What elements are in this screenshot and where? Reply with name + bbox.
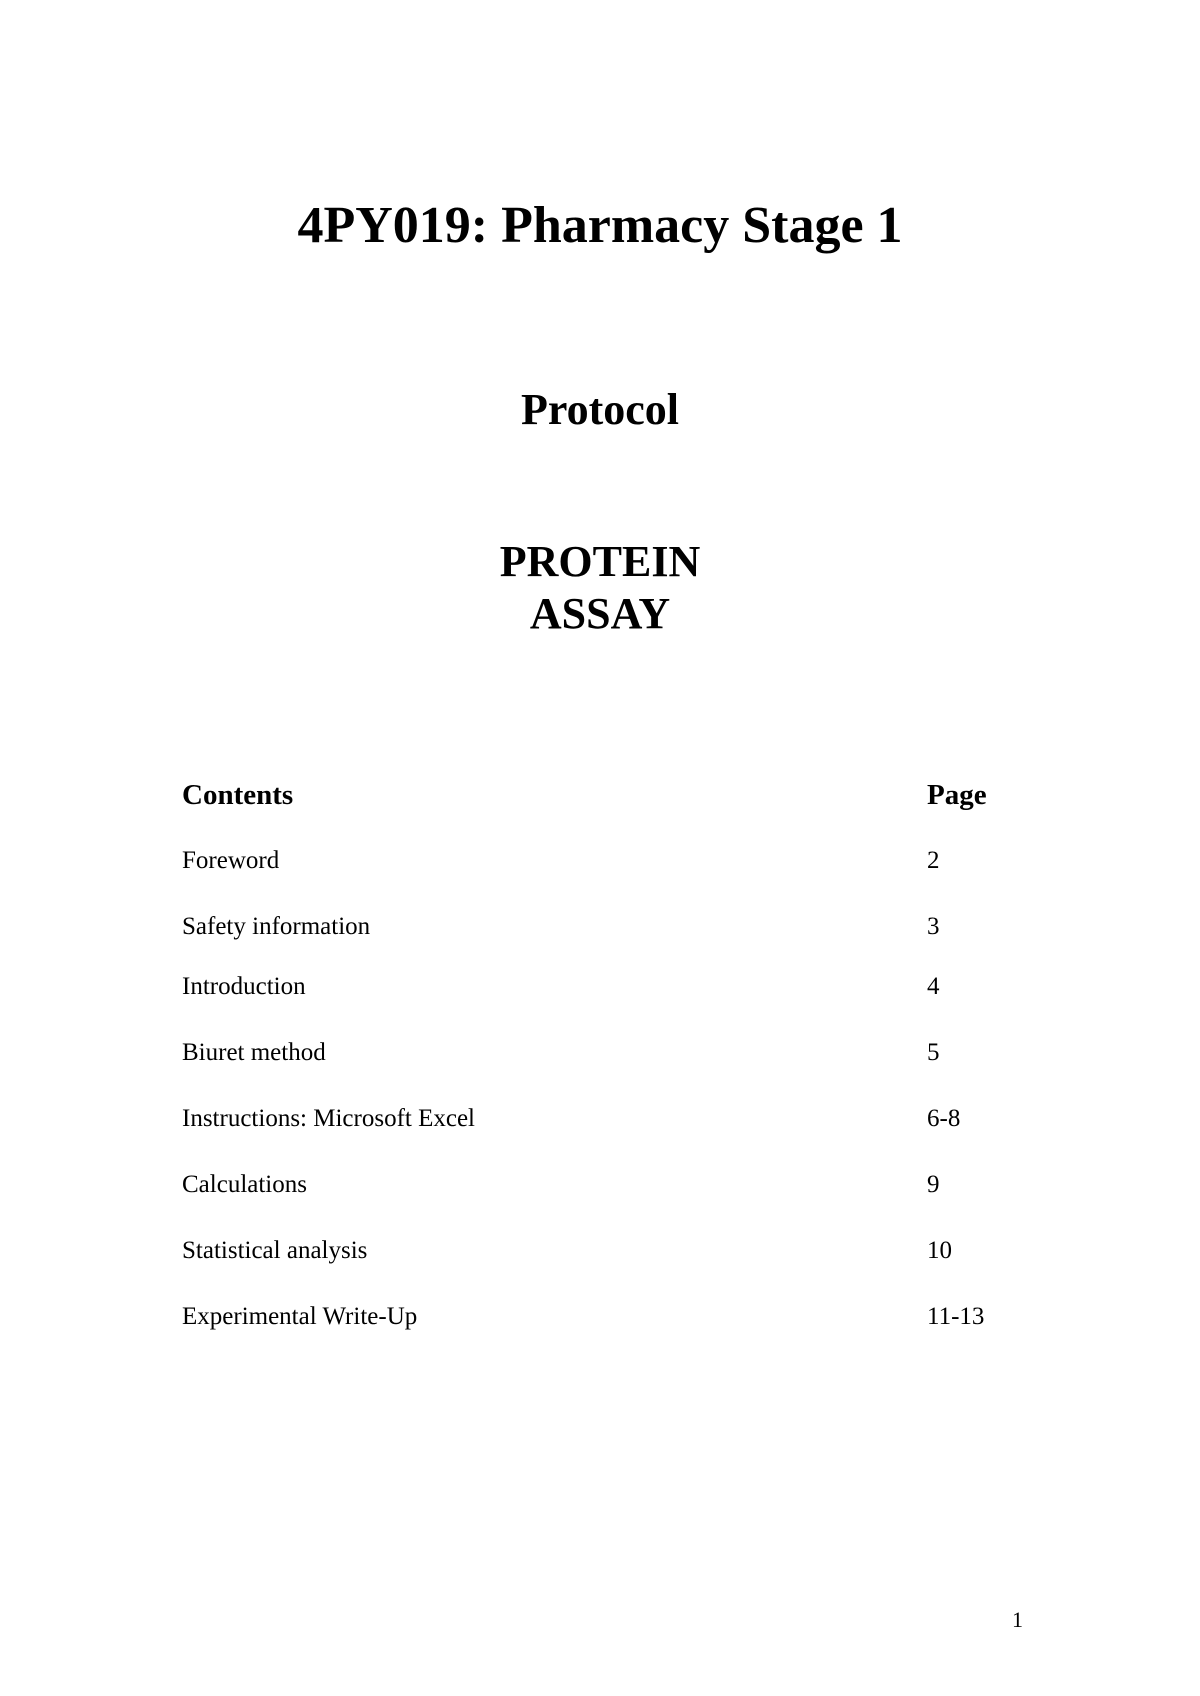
document-subtitle: Protocol xyxy=(520,385,680,434)
contents-entry-page: 9 xyxy=(927,1171,940,1198)
page-number: 1 xyxy=(1012,1607,1023,1632)
contents-entry-label: Statistical analysis xyxy=(182,1237,368,1264)
contents-entry-page: 5 xyxy=(927,1039,940,1066)
contents-entry-label: Introduction xyxy=(182,973,306,1000)
contents-entry-page: 11-13 xyxy=(927,1303,985,1330)
contents-entry-page: 2 xyxy=(927,847,940,874)
contents-entry xyxy=(182,844,1012,878)
document-heading-line: PROTEIN xyxy=(499,537,701,586)
contents-entry-label: Safety information xyxy=(182,913,371,940)
contents-entry xyxy=(182,1102,1012,1136)
document-title: 4PY019: Pharmacy Stage 1 xyxy=(297,197,903,254)
page-header-label: Page xyxy=(927,779,987,811)
document-heading-line: ASSAY xyxy=(529,589,671,638)
contents-entry-label: Biuret method xyxy=(182,1039,326,1066)
contents-entry-page: 4 xyxy=(927,973,940,1000)
contents-entry-label: Calculations xyxy=(182,1171,307,1198)
contents-header-label: Contents xyxy=(182,779,294,811)
contents-entry xyxy=(182,970,1012,1004)
contents-entry-label: Instructions: Microsoft Excel xyxy=(182,1105,475,1132)
contents-entry xyxy=(182,910,1012,944)
contents-entry-page: 6-8 xyxy=(927,1105,961,1132)
contents-entry-page: 3 xyxy=(927,913,940,940)
contents-entry-label: Experimental Write-Up xyxy=(182,1303,418,1330)
contents-entry-page: 10 xyxy=(927,1237,952,1264)
contents-entry xyxy=(182,1234,1012,1268)
contents-entry xyxy=(182,1036,1012,1070)
contents-entry xyxy=(182,1168,1012,1202)
contents-header xyxy=(182,778,1012,812)
contents-entry-label: Foreword xyxy=(182,847,280,874)
table-of-contents xyxy=(182,778,1012,1334)
contents-entry xyxy=(182,1300,1012,1334)
